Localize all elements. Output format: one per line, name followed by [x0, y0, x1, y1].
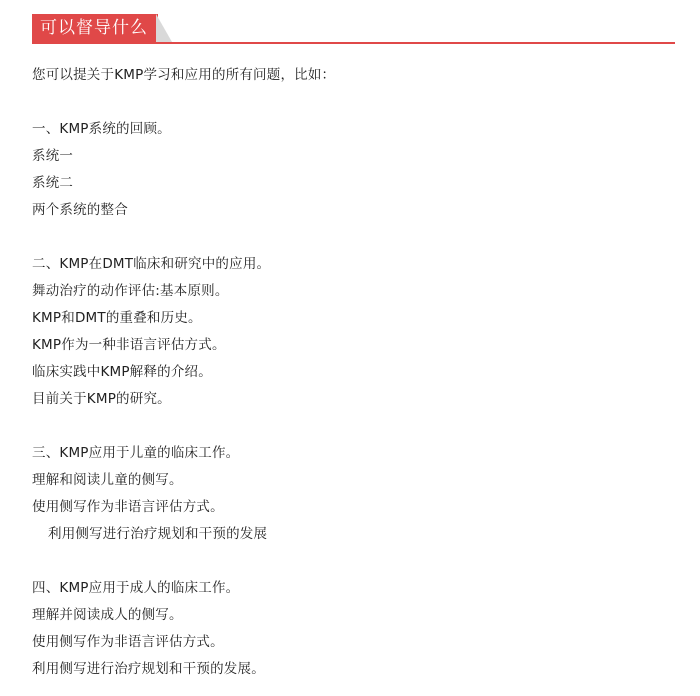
list-item: 系统二: [32, 175, 74, 191]
list-item: 理解并阅读成人的侧写。: [32, 607, 183, 623]
list-item: 利用侧写进行治疗规划和干预的发展。: [32, 661, 265, 677]
list-item: 使用侧写作为非语言评估方式。: [32, 499, 224, 515]
list-item: 利用侧写进行治疗规划和干预的发展: [48, 526, 268, 542]
list-item: 两个系统的整合: [32, 202, 128, 218]
section-heading-3: 三、KMP应用于儿童的临床工作。: [32, 445, 240, 461]
header-divider: [32, 42, 675, 44]
section-heading-4: 四、KMP应用于成人的临床工作。: [32, 580, 240, 596]
list-item: 舞动治疗的动作评估:基本原则。: [32, 283, 229, 299]
article-body: [32, 62, 672, 683]
list-item: KMP和DMT的重叠和历史。: [32, 310, 202, 326]
list-item: KMP作为一种非语言评估方式。: [32, 337, 226, 353]
list-item: 理解和阅读儿童的侧写。: [32, 472, 183, 488]
list-item: 临床实践中KMP解释的介绍。: [32, 364, 212, 380]
spacer: [32, 89, 672, 116]
spacer: [32, 224, 672, 251]
list-item: 使用侧写作为非语言评估方式。: [32, 634, 224, 650]
intro-text: 您可以提关于KMP学习和应用的所有问题，比如：: [32, 67, 336, 83]
tab-fold-decoration: [156, 14, 172, 42]
spacer: [32, 413, 672, 440]
spacer: [32, 548, 672, 575]
list-item: 目前关于KMP的研究。: [32, 391, 171, 407]
section-heading-2: 二、KMP在DMT临床和研究中的应用。: [32, 256, 271, 272]
section-header: [32, 14, 675, 46]
section-title: 可以督导什么: [32, 14, 158, 42]
section-heading-1: 一、KMP系统的回顾。: [32, 121, 171, 137]
list-item: 系统一: [32, 148, 74, 164]
